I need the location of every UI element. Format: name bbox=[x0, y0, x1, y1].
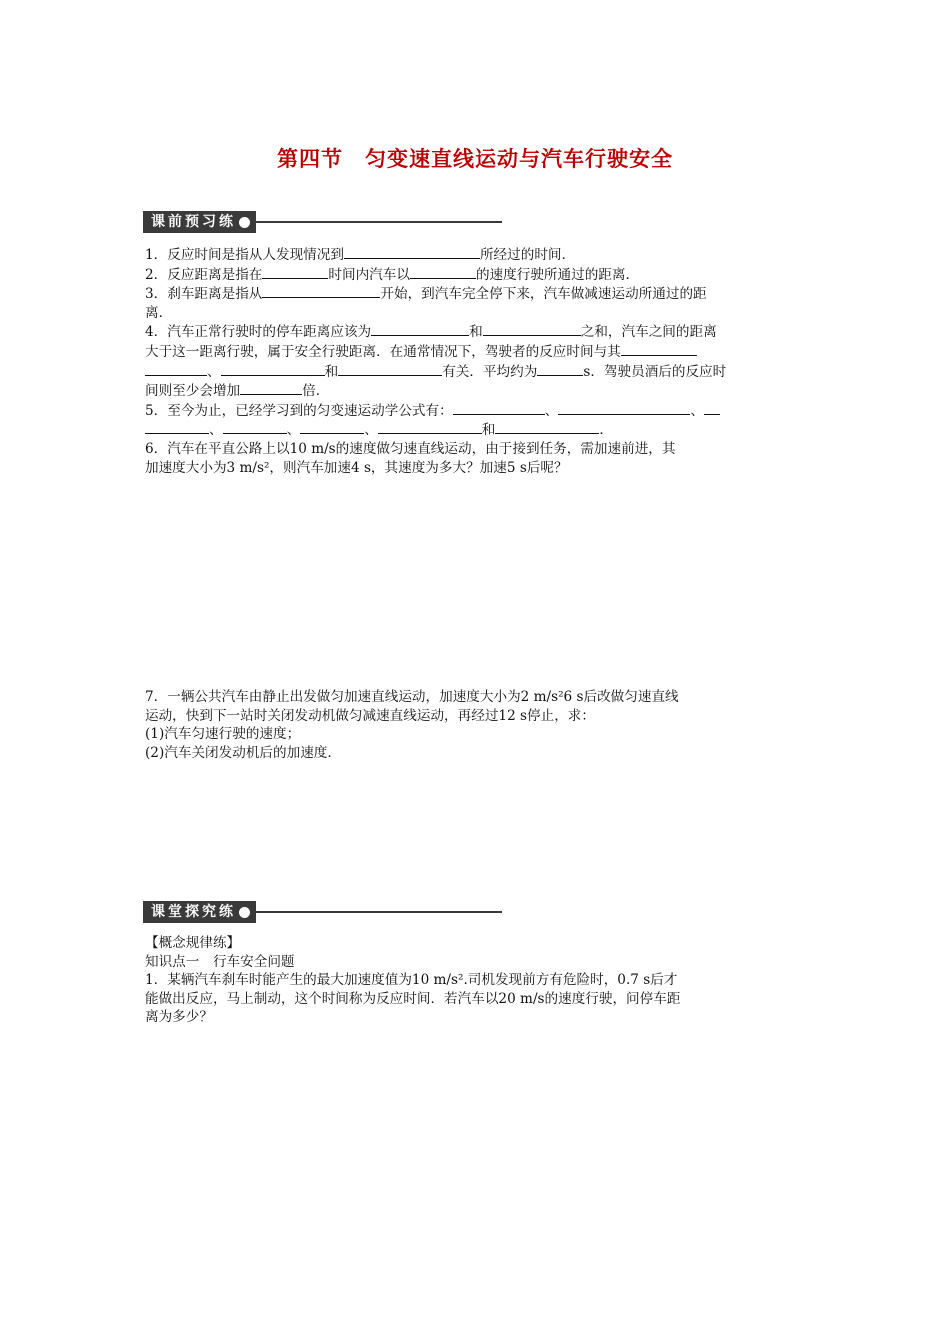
blank bbox=[410, 265, 476, 279]
section-label: 课堂探究练 bbox=[151, 904, 236, 920]
blank bbox=[704, 401, 720, 415]
question-7-part1: (1)汽车匀速行驶的速度； bbox=[145, 726, 301, 743]
knowledge-point: 知识点一 行车安全问题 bbox=[145, 953, 295, 970]
question-5-line2: 、 、 、 和 ． bbox=[145, 420, 810, 440]
blank bbox=[221, 362, 325, 376]
blank bbox=[453, 401, 545, 415]
blank bbox=[537, 362, 583, 376]
blank bbox=[621, 342, 697, 356]
concept-heading: 【概念规律练】 bbox=[145, 935, 241, 951]
divider bbox=[256, 221, 502, 223]
section-label: 课前预习练 bbox=[151, 214, 236, 230]
question-4: 4．汽车正常行驶时的停车距离应该为 和 之和，汽车之间的距离 bbox=[145, 324, 717, 341]
blank bbox=[240, 381, 302, 395]
question-1: 1．反应时间是指从人发现情况到 所经过的时间． bbox=[145, 247, 576, 263]
blank bbox=[262, 265, 328, 279]
blank bbox=[483, 322, 581, 336]
question-4-line2: 大于这一距离行驶，属于安全行驶距离．在通常情况下，驾驶者的反应时间与其 bbox=[145, 342, 810, 362]
bullet-dot-icon bbox=[239, 907, 250, 918]
question-4-line3: 、 和 有关．平均约为 s．驾驶员酒后的反应时 bbox=[145, 362, 810, 382]
question-7-line2: 运动，快到下一站时关闭发动机做匀减速直线运动，再经过12 s停止，求： bbox=[145, 707, 595, 724]
blank bbox=[378, 420, 482, 434]
question-7: 7．一辆公共汽车由静止出发做匀加速直线运动，加速度大小为2 m/s²6 s后改做匀速直线 bbox=[145, 689, 679, 705]
page-title: 第四节 匀变速直线运动与汽车行驶安全 bbox=[277, 147, 673, 171]
question-3-cont: 离． bbox=[145, 304, 173, 321]
blank bbox=[371, 322, 469, 336]
blank bbox=[223, 420, 287, 434]
question-6: 6．汽车在平直公路上以10 m/s的速度做匀速直线运动，由于接到任务，需加速前进，其 bbox=[145, 440, 676, 457]
blank bbox=[145, 362, 207, 376]
question-3: 3．刹车距离是指从 开始，到汽车完全停下来，汽车做减速运动所通过的距 bbox=[145, 286, 707, 303]
blank bbox=[262, 284, 380, 298]
divider bbox=[256, 911, 502, 913]
classroom-questions bbox=[145, 934, 810, 1027]
classroom-question-1-line2: 能做出反应，马上制动，这个时间称为反应时间．若汽车以20 m/s的速度行驶，问停车距 bbox=[145, 990, 681, 1007]
question-7-part2: (2)汽车关闭发动机后的加速度． bbox=[145, 744, 341, 761]
blank bbox=[558, 401, 690, 415]
blank bbox=[145, 420, 209, 434]
section-header-preview bbox=[143, 211, 502, 233]
blank bbox=[338, 362, 442, 376]
bullet-dot-icon bbox=[239, 217, 250, 228]
question-6-line2: 加速度大小为3 m/s²，则汽车加速4 s，其速度为多大？加速5 s后呢？ bbox=[145, 459, 568, 476]
classroom-question-1: 1．某辆汽车刹车时能产生的最大加速度值为10 m/s².司机发现前方有危险时，0.7 s后才 bbox=[145, 972, 678, 989]
classroom-question-1-line3: 离为多少？ bbox=[145, 1009, 213, 1026]
question-2: 2．反应距离是指在 时间内汽车以 的速度行驶所通过的距离． bbox=[145, 266, 640, 283]
question-5: 5．至今为止，已经学习到的匀变速运动学公式有： 、 、 bbox=[145, 401, 810, 421]
blank bbox=[300, 420, 364, 434]
blank bbox=[344, 245, 480, 259]
question-7-block bbox=[145, 688, 810, 762]
question-4-line4: 间则至少会增加 倍． bbox=[145, 383, 330, 400]
section-header-classroom bbox=[143, 901, 502, 923]
blank bbox=[495, 420, 599, 434]
preview-questions bbox=[145, 245, 810, 477]
